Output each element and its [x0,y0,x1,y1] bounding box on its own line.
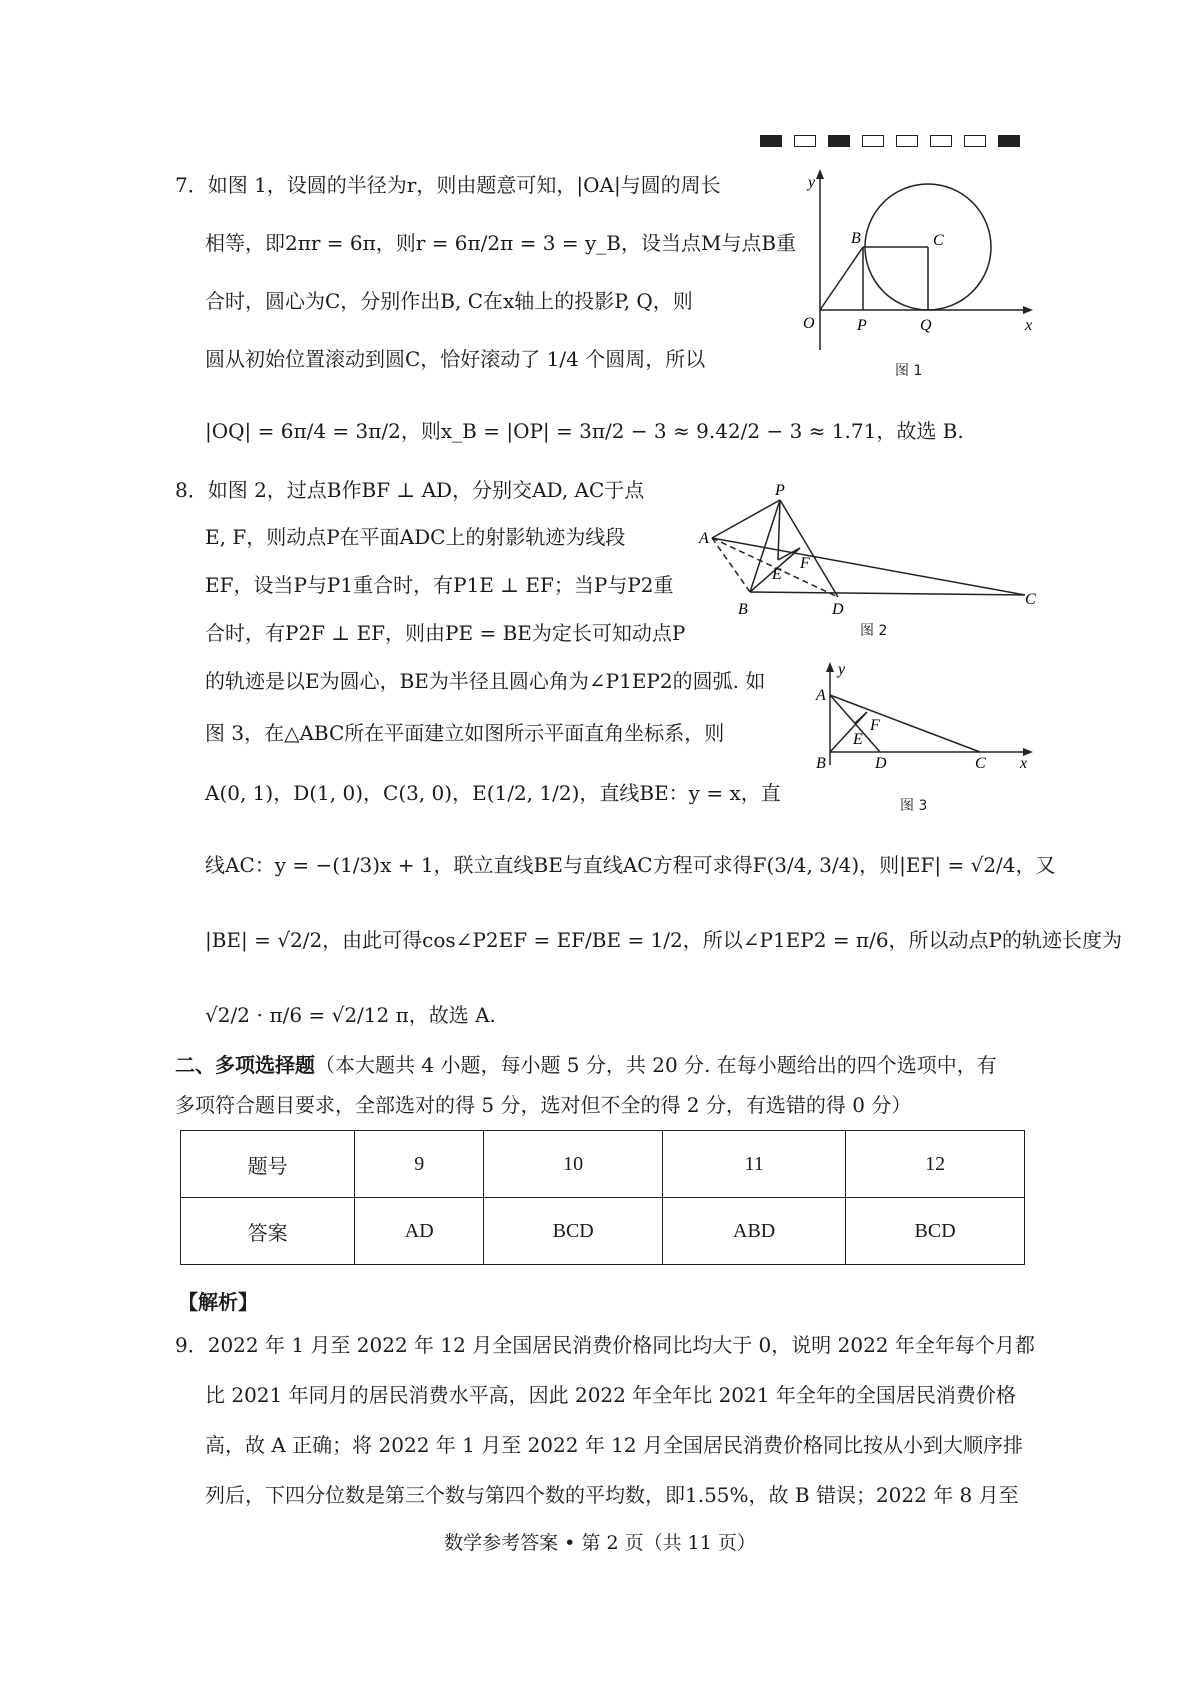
fig1-label-b: B [851,230,861,247]
q8-line-1: 8．如图 2，过点B作BF ⊥ AD，分别交AD, AC于点 [175,478,645,502]
section2-heading [175,1050,997,1080]
table-row [181,1198,1025,1265]
q9-line-3: 高，故 A 正确；将 2022 年 1 月至 2022 年 12 月全国居民消费价格同比按从小到大顺序排 [205,1433,1023,1457]
fig2-label-a: A [699,530,709,547]
fig1-label-x: x [1025,317,1033,334]
q8-line-9: |BE| = √2/2，由此可得cos∠P2EF = EF/BE = 1/2，所以∠P1EP2 = π/6，所以动点P的轨迹长度为 [205,928,1123,952]
fig3-label-x: x [1020,755,1028,772]
fig3-label-d: D [875,755,887,772]
q9-line-2: 比 2021 年同月的居民消费水平高，因此 2022 年全年比 2021 年全年的全国居民消费价格 [205,1383,1016,1407]
header-mark [760,135,782,147]
fig1-label-o: O [803,315,815,332]
fig3-label-b: B [816,755,826,772]
q8-line-8: 线AC：y = −(1/3)x + 1，联立直线BE与直线AC方程可求得F(3/4, 3/4)，则|EF| = √2/4，又 [205,853,1056,877]
table-row [181,1131,1025,1198]
table-cell: 12 [846,1131,1025,1198]
fig1-label-y: y [808,174,816,191]
table-cell: 题号 [181,1131,355,1198]
answer-table [180,1130,1025,1265]
figure-3-caption: 图 3 [900,798,928,814]
fig2-label-c: C [1025,591,1036,608]
table-cell: BCD [484,1198,663,1265]
section2-desc-1: （本大题共 4 小题，每小题 5 分，共 20 分. 在每小题给出的四个选项中，有 [315,1053,997,1077]
fig3-label-y: y [838,661,846,678]
q7-line-5: |OQ| = 6π/4 = 3π/2，则x_B = |OP| = 3π/2 − 3 ≈ 9.42/2 − 3 ≈ 1.71，故选 B. [205,419,964,443]
q9-line-4: 列后，下四分位数是第三个数与第四个数的平均数，即1.55%，故 B 错误；2022 年 8 月至 [205,1483,1019,1507]
figure-1 [775,165,1035,355]
q7-line-3: 合时，圆心为C，分别作出B, C在x轴上的投影P, Q，则 [205,289,693,313]
analysis-heading: 【解析】 [178,1290,258,1314]
table-cell: 答案 [181,1198,355,1265]
table-cell: 11 [663,1131,846,1198]
section2-title: 二、多项选择题 [175,1053,315,1077]
q8-line-7: A(0, 1)，D(1, 0)，C(3, 0)，E(1/2, 1/2)，直线BE：y = x，直 [205,781,781,805]
table-cell: AD [355,1198,484,1265]
fig1-label-p: P [857,317,867,334]
header-mark [828,135,850,147]
table-cell: 9 [355,1131,484,1198]
q9-line-1: 9．2022 年 1 月至 2022 年 12 月全国居民消费价格同比均大于 0，说明 2022 年全年每个月都 [175,1333,1035,1357]
q8-line-3: EF，设当P与P1重合时，有P1E ⊥ EF；当P与P2重 [205,573,674,597]
fig2-label-b: B [738,601,748,618]
q8-line-10: √2/2 ⋅ π/6 = √2/12 π，故选 A. [205,1003,496,1027]
header-mark [930,135,952,147]
q8-line-5: 的轨迹是以E为圆心，BE为半径且圆心角为∠P1EP2的圆弧. 如 [205,669,766,693]
fig2-label-d: D [832,601,844,618]
header-mark [862,135,884,147]
header-marks [760,135,1020,147]
fig3-label-a: A [816,687,826,704]
fig1-label-q: Q [920,317,932,334]
fig3-label-e: E [853,731,863,748]
figure-2 [700,480,1040,625]
q7-line-2: 相等，即2πr = 6π，则r = 6π/2π = 3 = y_B，设当点M与点B重 [205,231,797,255]
q8-line-6: 图 3，在△ABC所在平面建立如图所示平面直角坐标系，则 [205,721,725,745]
q8-line-2: E, F，则动点P在平面ADC上的射影轨迹为线段 [205,525,626,549]
header-mark [794,135,816,147]
q8-line-4: 合时，有P2F ⊥ EF，则由PE = BE为定长可知动点P [205,621,686,645]
header-mark [998,135,1020,147]
figure-1-caption: 图 1 [895,363,923,379]
fig2-label-f: F [800,555,810,572]
fig3-label-c: C [975,755,986,772]
q7-line-4: 圆从初始位置滚动到圆C，恰好滚动了 1/4 个圆周，所以 [205,347,706,371]
table-cell: BCD [846,1198,1025,1265]
table-cell: 10 [484,1131,663,1198]
fig3-label-f: F [870,717,880,734]
figure-2-caption: 图 2 [860,623,888,639]
header-mark [896,135,918,147]
section2-desc-2: 多项符合题目要求，全部选对的得 5 分，选对但不全的得 2 分，有选错的得 0 分） [175,1093,912,1117]
header-mark [964,135,986,147]
fig1-label-c: C [933,232,944,249]
figure-3 [805,660,1035,780]
table-cell: ABD [663,1198,846,1265]
fig1-segment-ob [820,247,863,310]
page-footer: 数学参考答案 • 第 2 页（共 11 页） [444,1532,756,1554]
q7-line-1: 7．如图 1，设圆的半径为r，则由题意可知，|OA|与圆的周长 [175,173,721,197]
fig2-label-p: P [775,482,785,499]
fig2-label-e: E [772,566,782,583]
